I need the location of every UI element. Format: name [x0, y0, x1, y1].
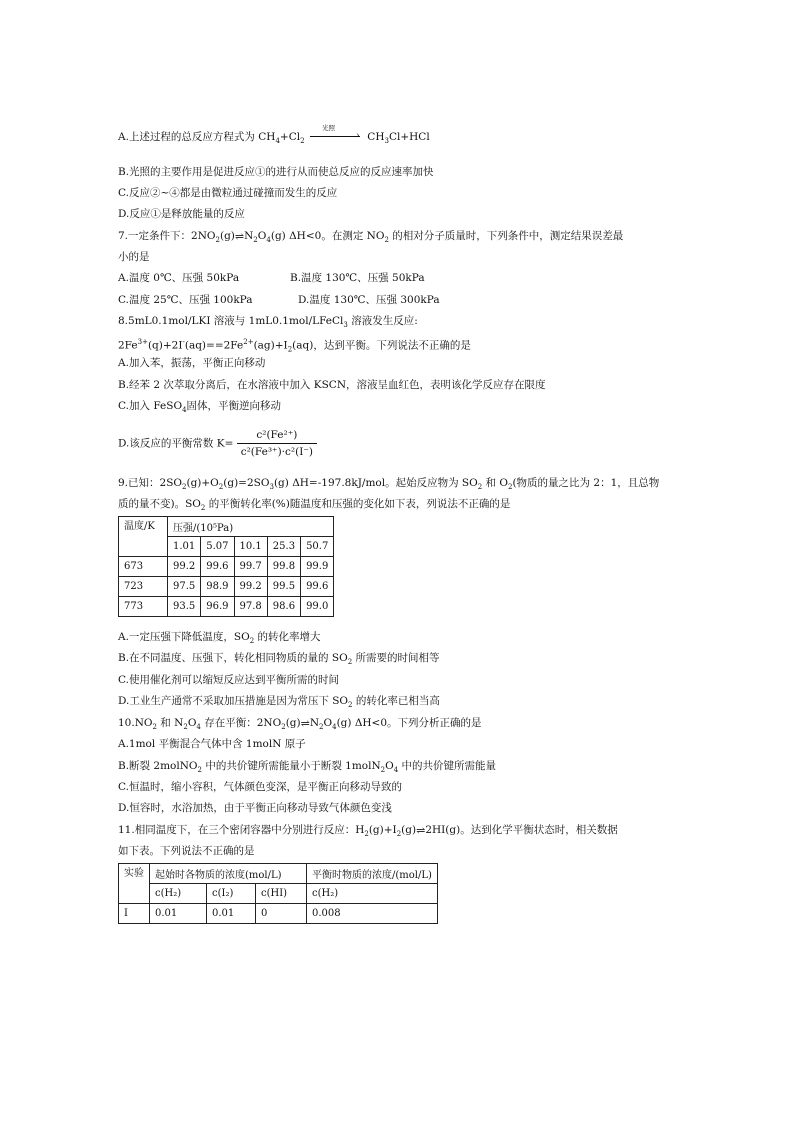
q7-option-b: B.温度 130℃、压强 50kPa	[290, 272, 425, 284]
table-pressure-cell: 25.3	[267, 537, 300, 557]
q10-option-c: C.恒温时，缩小容积，气体颜色变深，是平衡正向移动导致的	[118, 781, 402, 793]
q10-stem: $10.NO_2$ 和 $N_2O_4$ 存在平衡：$2NO_2(g)\rightleftharpoons N_2O_4(g)$ ΔH<0。下列分析正确的是	[118, 717, 482, 732]
q9-option-a: A.一定压强下降低温度，$SO_2$ 的转化率增大	[118, 631, 321, 646]
q10-option-d: D.恒容时，水浴加热，由于平衡正向移动导致气体颜色变浅	[118, 802, 392, 814]
arrow-condition-label: 光照	[321, 124, 335, 132]
q11-data-table: 实验 起始时各物质的浓度(mol/L) 平衡时物质的浓度/(mol/L) c(H₂) c(I₂) c(HI) c(H₂) Ⅰ 0.01 0.01 0 0.008	[118, 863, 438, 924]
reaction-arrow-icon: 光照 ›	[308, 130, 364, 144]
equilibrium-arrow-icon: ⇌	[300, 717, 310, 730]
q7-option-a: A.温度 0℃、压强 50kPa	[118, 272, 240, 284]
equilibrium-constant-fraction: $\frac{\text{c²(Fe²⁺)}}{\text{c²(Fe³⁺)·c²(I⁻)}}$	[237, 427, 317, 460]
table-pressure-cell: 10.1	[234, 537, 267, 557]
table-row: Ⅰ 0.01 0.01 0 0.008	[119, 904, 438, 924]
q10-option-a: A.1mol 平衡混合气体中含 1molN 原子	[118, 738, 306, 750]
table-row: 723 97.5 98.9 99.2 99.5 99.6	[119, 577, 334, 597]
q7-stem-line2: 小的是	[118, 251, 150, 263]
table-header-equilibrium: 平衡时物质的浓度/(mol/L)	[307, 864, 438, 884]
q9-stem-line1: 9.已知：$2SO_2(g)+O_2(g)=2SO_3(g)$ ΔH=-197.8kJ/mol。起始反应物为 $SO_2$ 和 $O_2$(物质的量之比为 2：1，且总物	[118, 477, 660, 492]
q9-option-d: D.工业生产通常不采取加压措施是因为常压下 $SO_2$ 的转化率已相当高	[118, 695, 440, 710]
table-header-experiment: 实验	[119, 864, 150, 904]
q9-option-b: B.在不同温度、压强下，转化相同物质的量的 $SO_2$ 所需要的时间相等	[118, 652, 440, 667]
q7-option-c: C.温度 25℃、压强 100kPa	[118, 294, 253, 306]
table-row: 673 99.2 99.6 99.7 99.8 99.9	[119, 557, 334, 577]
q11-stem-line1: 11.相同温度下，在三个密闭容器中分别进行反应：$H_2(g)+I_2(g)\rightleftharpoons 2HI(g)$。达到化学平衡状态时，相关数据	[118, 824, 618, 839]
q8-option-c: C.加入 FeSO$_4$固体，平衡逆向移动	[118, 400, 282, 415]
q6-option-b: B.光照的主要作用是促进反应①的进行从而使总反应的反应速率加快	[118, 166, 434, 178]
table-pressure-cell: 50.7	[301, 537, 334, 557]
table-pressure-cell: 1.01	[168, 537, 201, 557]
q8-option-d: D.该反应的平衡常数 K= $\frac{\text{c²(Fe²⁺)}}{\text{c²(Fe³⁺)·c²(I⁻)}}$	[118, 427, 317, 460]
q6-option-a: A.上述过程的总反应方程式为 $CH_4+Cl_2$ 光照 › $CH_3Cl+HCl$	[118, 130, 430, 148]
q9-option-c: C.使用催化剂可以缩短反应达到平衡所需的时间	[118, 674, 339, 686]
table-header-pressure: 压强/(10⁵Pa)	[168, 517, 334, 537]
q8-equation: $2Fe^{3+}(q)+2I^-(aq)==2Fe^{2+}(ag)+I_2(aq)$，达到平衡。下列说法不正确的是	[118, 338, 471, 354]
table-header-temperature: 温度/K	[119, 517, 168, 557]
q11-stem-line2: 如下表。下列说法不正确的是	[118, 845, 255, 857]
q10-option-b: B.断裂 2molNO$_2$ 中的共价键所需能量小于断裂 $1molN_2O_4$ 中的共价键所需能量	[118, 760, 497, 775]
q9-conversion-table	[118, 516, 334, 617]
q7-stem-line1: 7.一定条件下：$2NO_2(g)\rightleftharpoons N_2O_4(g)$ ΔH<0。在测定 $NO_2$ 的相对分子质量时，下列条件中，测定结果误差最	[118, 230, 624, 245]
q6-option-c: C.反应②~④都是由微粒通过碰撞而发生的反应	[118, 187, 338, 199]
equilibrium-arrow-icon: ⇌	[234, 230, 245, 243]
q8-option-a: A.加入苯，振荡，平衡正向移动	[118, 357, 266, 369]
q9-stem-line2: 质的量不变)。$SO_2$ 的平衡转化率(%)随温度和压强的变化如下表，列说法不正确的是	[118, 498, 511, 513]
equilibrium-arrow-icon: ⇌	[416, 824, 426, 837]
q7-option-d: D.温度 130℃、压强 300kPa	[298, 294, 440, 306]
table-header-initial: 起始时各物质的浓度(mol/L)	[150, 864, 307, 884]
q8-stem-line1: 8.5mL0.1mol/LKI 溶液与 1mL0.1mol/LFeCl$_3$ 溶液发生反应:	[118, 315, 418, 330]
q6-option-d: D.反应①是释放能量的反应	[118, 208, 245, 220]
table-row: 773 93.5 96.9 97.8 98.6 99.0	[119, 597, 334, 617]
q8-option-b: B.经苯 2 次萃取分离后，在水溶液中加入 KSCN，溶液呈血红色，表明该化学反应存在限度	[118, 379, 546, 391]
table-pressure-cell: 5.07	[201, 537, 234, 557]
